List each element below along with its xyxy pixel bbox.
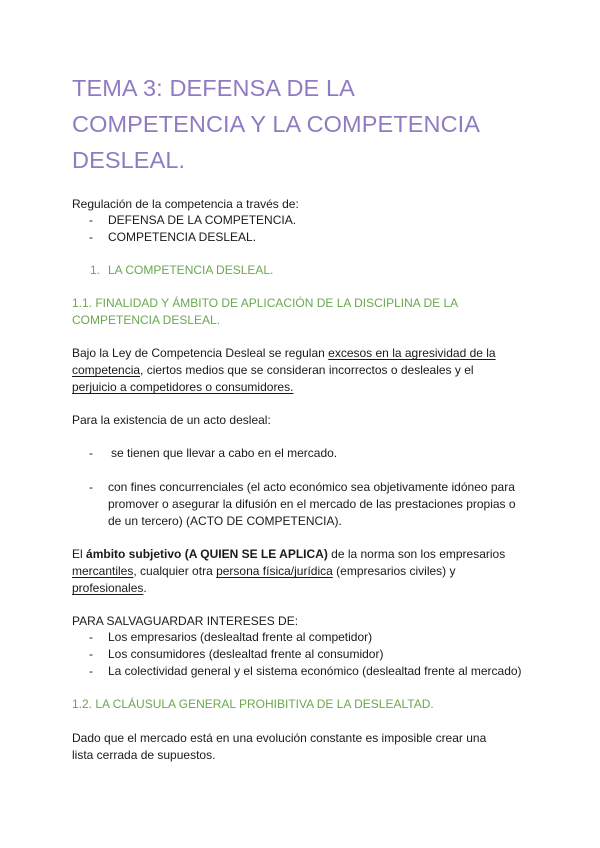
section-number: 1.	[90, 263, 101, 277]
bullet-dash: -	[89, 480, 93, 494]
requirement-item: se tienen que llevar a cabo en el mercado.	[111, 446, 338, 460]
paragraph-line: competencia, ciertos medios que se consideran incorrectos o desleales y el	[72, 363, 474, 377]
requirement-line: promover o asegurar la difusión en el mercado de las prestaciones propias o	[108, 497, 516, 511]
requirement-line: con fines concurrenciales (el acto económico sea objetivamente idóneo para	[108, 480, 515, 494]
paragraph: PARA SALVAGUARDAR INTERESES DE:	[72, 614, 299, 628]
intro-item: COMPETENCIA DESLEAL.	[108, 230, 257, 244]
interest-item: Los consumidores (deslealtad frente al consumidor)	[108, 647, 384, 661]
bullet-dash: -	[89, 664, 93, 678]
title-line: TEMA 3: DEFENSA DE LA	[72, 75, 355, 101]
interest-item: La colectividad general y el sistema económico (deslealtad frente al mercado)	[108, 664, 522, 678]
bullet-dash: -	[89, 630, 93, 644]
paragraph: Para la existencia de un acto desleal:	[72, 413, 271, 427]
bullet-dash: -	[89, 446, 93, 460]
subsection-heading: 1.2. LA CLÁUSULA GENERAL PROHIBITIVA DE LA DESLEALTAD.	[72, 697, 434, 711]
bullet-dash: -	[89, 230, 93, 244]
subsection-heading-line: 1.1. FINALIDAD Y ÁMBITO DE APLICACIÓN DE LA DISCIPLINA DE LA	[72, 296, 459, 310]
paragraph-line: El ámbito subjetivo (A QUIEN SE LE APLICA) de la norma son los empresarios	[72, 547, 506, 561]
interest-item: Los empresarios (deslealtad frente al competidor)	[108, 630, 373, 644]
paragraph-line: lista cerrada de supuestos.	[72, 748, 216, 762]
paragraph-line: Bajo la Ley de Competencia Desleal se regulan excesos en la agresividad de la	[72, 346, 496, 360]
paragraph-line: perjuicio a competidores o consumidores.	[72, 380, 294, 394]
paragraph-line: profesionales.	[72, 581, 147, 595]
section-heading: LA COMPETENCIA DESLEAL.	[108, 263, 274, 277]
bullet-dash: -	[89, 647, 93, 661]
paragraph-line: mercantiles, cualquier otra persona física/jurídica (empresarios civiles) y	[72, 564, 456, 578]
bullet-dash: -	[89, 213, 93, 227]
intro-text: Regulación de la competencia a través de:	[72, 197, 299, 211]
title-line: DESLEAL.	[72, 147, 186, 173]
document-title	[72, 70, 542, 178]
paragraph-line: Dado que el mercado está en una evolución constante es imposible crear una	[72, 731, 487, 745]
subsection-heading-line: COMPETENCIA DESLEAL.	[72, 313, 221, 327]
requirement-line: de un tercero) (ACTO DE COMPETENCIA).	[108, 514, 342, 528]
intro-item: DEFENSA DE LA COMPETENCIA.	[108, 213, 297, 227]
title-line: COMPETENCIA Y LA COMPETENCIA	[72, 111, 481, 137]
